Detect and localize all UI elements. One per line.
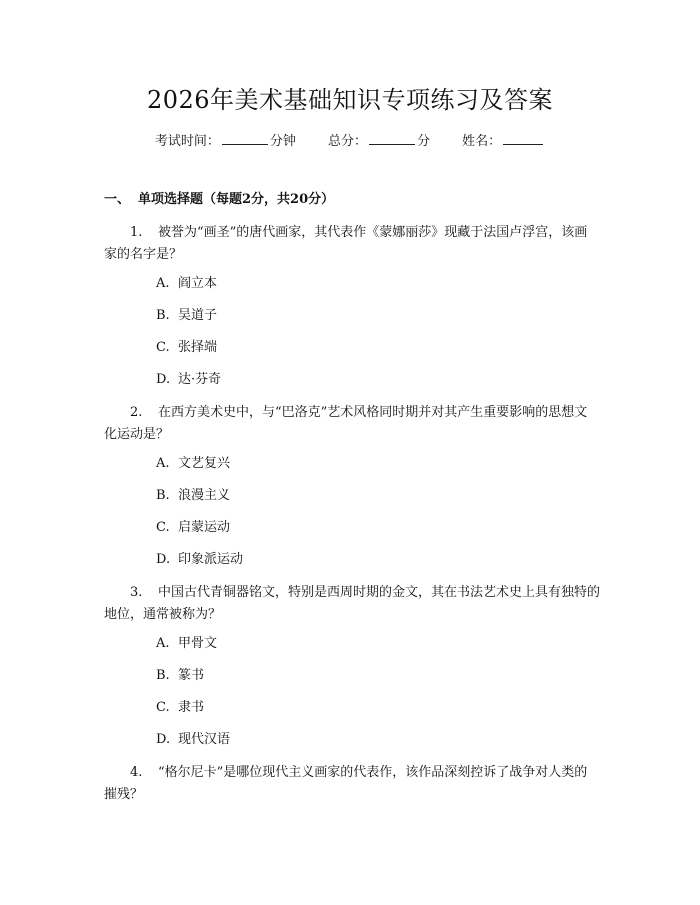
option-1a [156, 274, 217, 294]
question-4 [104, 762, 600, 806]
question-1 [104, 222, 600, 266]
option-letter: B. [156, 488, 170, 503]
option-letter: D. [156, 732, 171, 747]
option-3d [156, 730, 230, 750]
option-letter: C. [156, 700, 170, 715]
option-1b [156, 306, 217, 326]
name-label: 姓名： [462, 134, 502, 149]
question-number: 2. [130, 405, 143, 420]
question-text: 被誉为“画圣”的唐代画家，其代表作《蒙娜丽莎》现藏于法国卢浮宫，该画家的名字是？ [104, 225, 588, 262]
document-title: 2026年美术基础知识专项练习及答案 [146, 86, 554, 114]
total-score-field [328, 134, 430, 149]
option-2b [156, 486, 230, 506]
exam-time-field [155, 134, 296, 149]
option-2a [156, 454, 230, 474]
option-text: 阎立本 [178, 276, 218, 291]
option-text: 吴道子 [178, 308, 218, 323]
exam-time-unit: 分钟 [269, 134, 296, 149]
question-text: “格尔尼卡”是哪位现代主义画家的代表作，该作品深刻控诉了战争对人类的摧残？ [104, 765, 588, 802]
total-score-unit: 分 [417, 134, 431, 149]
section-heading [104, 190, 334, 210]
question-text: 中国古代青铜器铭文，特别是西周时期的金文，其在书法艺术史上具有独特的地位，通常被称为？ [104, 585, 601, 622]
option-letter: D. [156, 552, 171, 567]
option-letter: C. [156, 340, 170, 355]
option-3c [156, 698, 204, 718]
name-blank [503, 131, 543, 145]
section-title: 单项选择题（每题2分，共20分） [138, 192, 335, 207]
total-score-label: 总分： [327, 134, 367, 149]
question-text: 在西方美术史中，与“巴洛克”艺术风格同时期并对其产生重要影响的思想文化运动是？ [104, 405, 588, 442]
question-3 [104, 582, 600, 626]
option-letter: A. [156, 456, 170, 471]
option-letter: A. [156, 636, 170, 651]
exam-info [0, 131, 700, 152]
total-score-blank [369, 131, 415, 145]
option-letter: B. [156, 668, 170, 683]
question-number: 1. [130, 225, 143, 240]
question-number: 4. [130, 765, 143, 780]
question-number: 3. [130, 585, 143, 600]
option-2c [156, 518, 230, 538]
question-2 [104, 402, 600, 446]
option-letter: B. [156, 308, 170, 323]
option-letter: D. [156, 372, 171, 387]
option-letter: A. [156, 276, 170, 291]
option-1c [156, 338, 217, 358]
section-number: 一、 [104, 192, 131, 207]
option-3a [156, 634, 217, 654]
option-2d [156, 550, 243, 570]
option-text: 浪漫主义 [178, 488, 231, 503]
option-text: 篆书 [178, 668, 205, 683]
option-3b [156, 666, 204, 686]
option-1d [156, 370, 221, 390]
option-text: 张择端 [178, 340, 218, 355]
exam-time-label: 考试时间： [154, 134, 220, 149]
option-letter: C. [156, 520, 170, 535]
option-text: 印象派运动 [178, 552, 244, 567]
option-text: 甲骨文 [178, 636, 218, 651]
option-text: 隶书 [178, 700, 205, 715]
name-field [462, 134, 545, 149]
option-text: 达·芬奇 [178, 372, 222, 387]
option-text: 启蒙运动 [178, 520, 231, 535]
exam-time-blank [222, 131, 268, 145]
option-text: 文艺复兴 [178, 456, 231, 471]
option-text: 现代汉语 [178, 732, 231, 747]
